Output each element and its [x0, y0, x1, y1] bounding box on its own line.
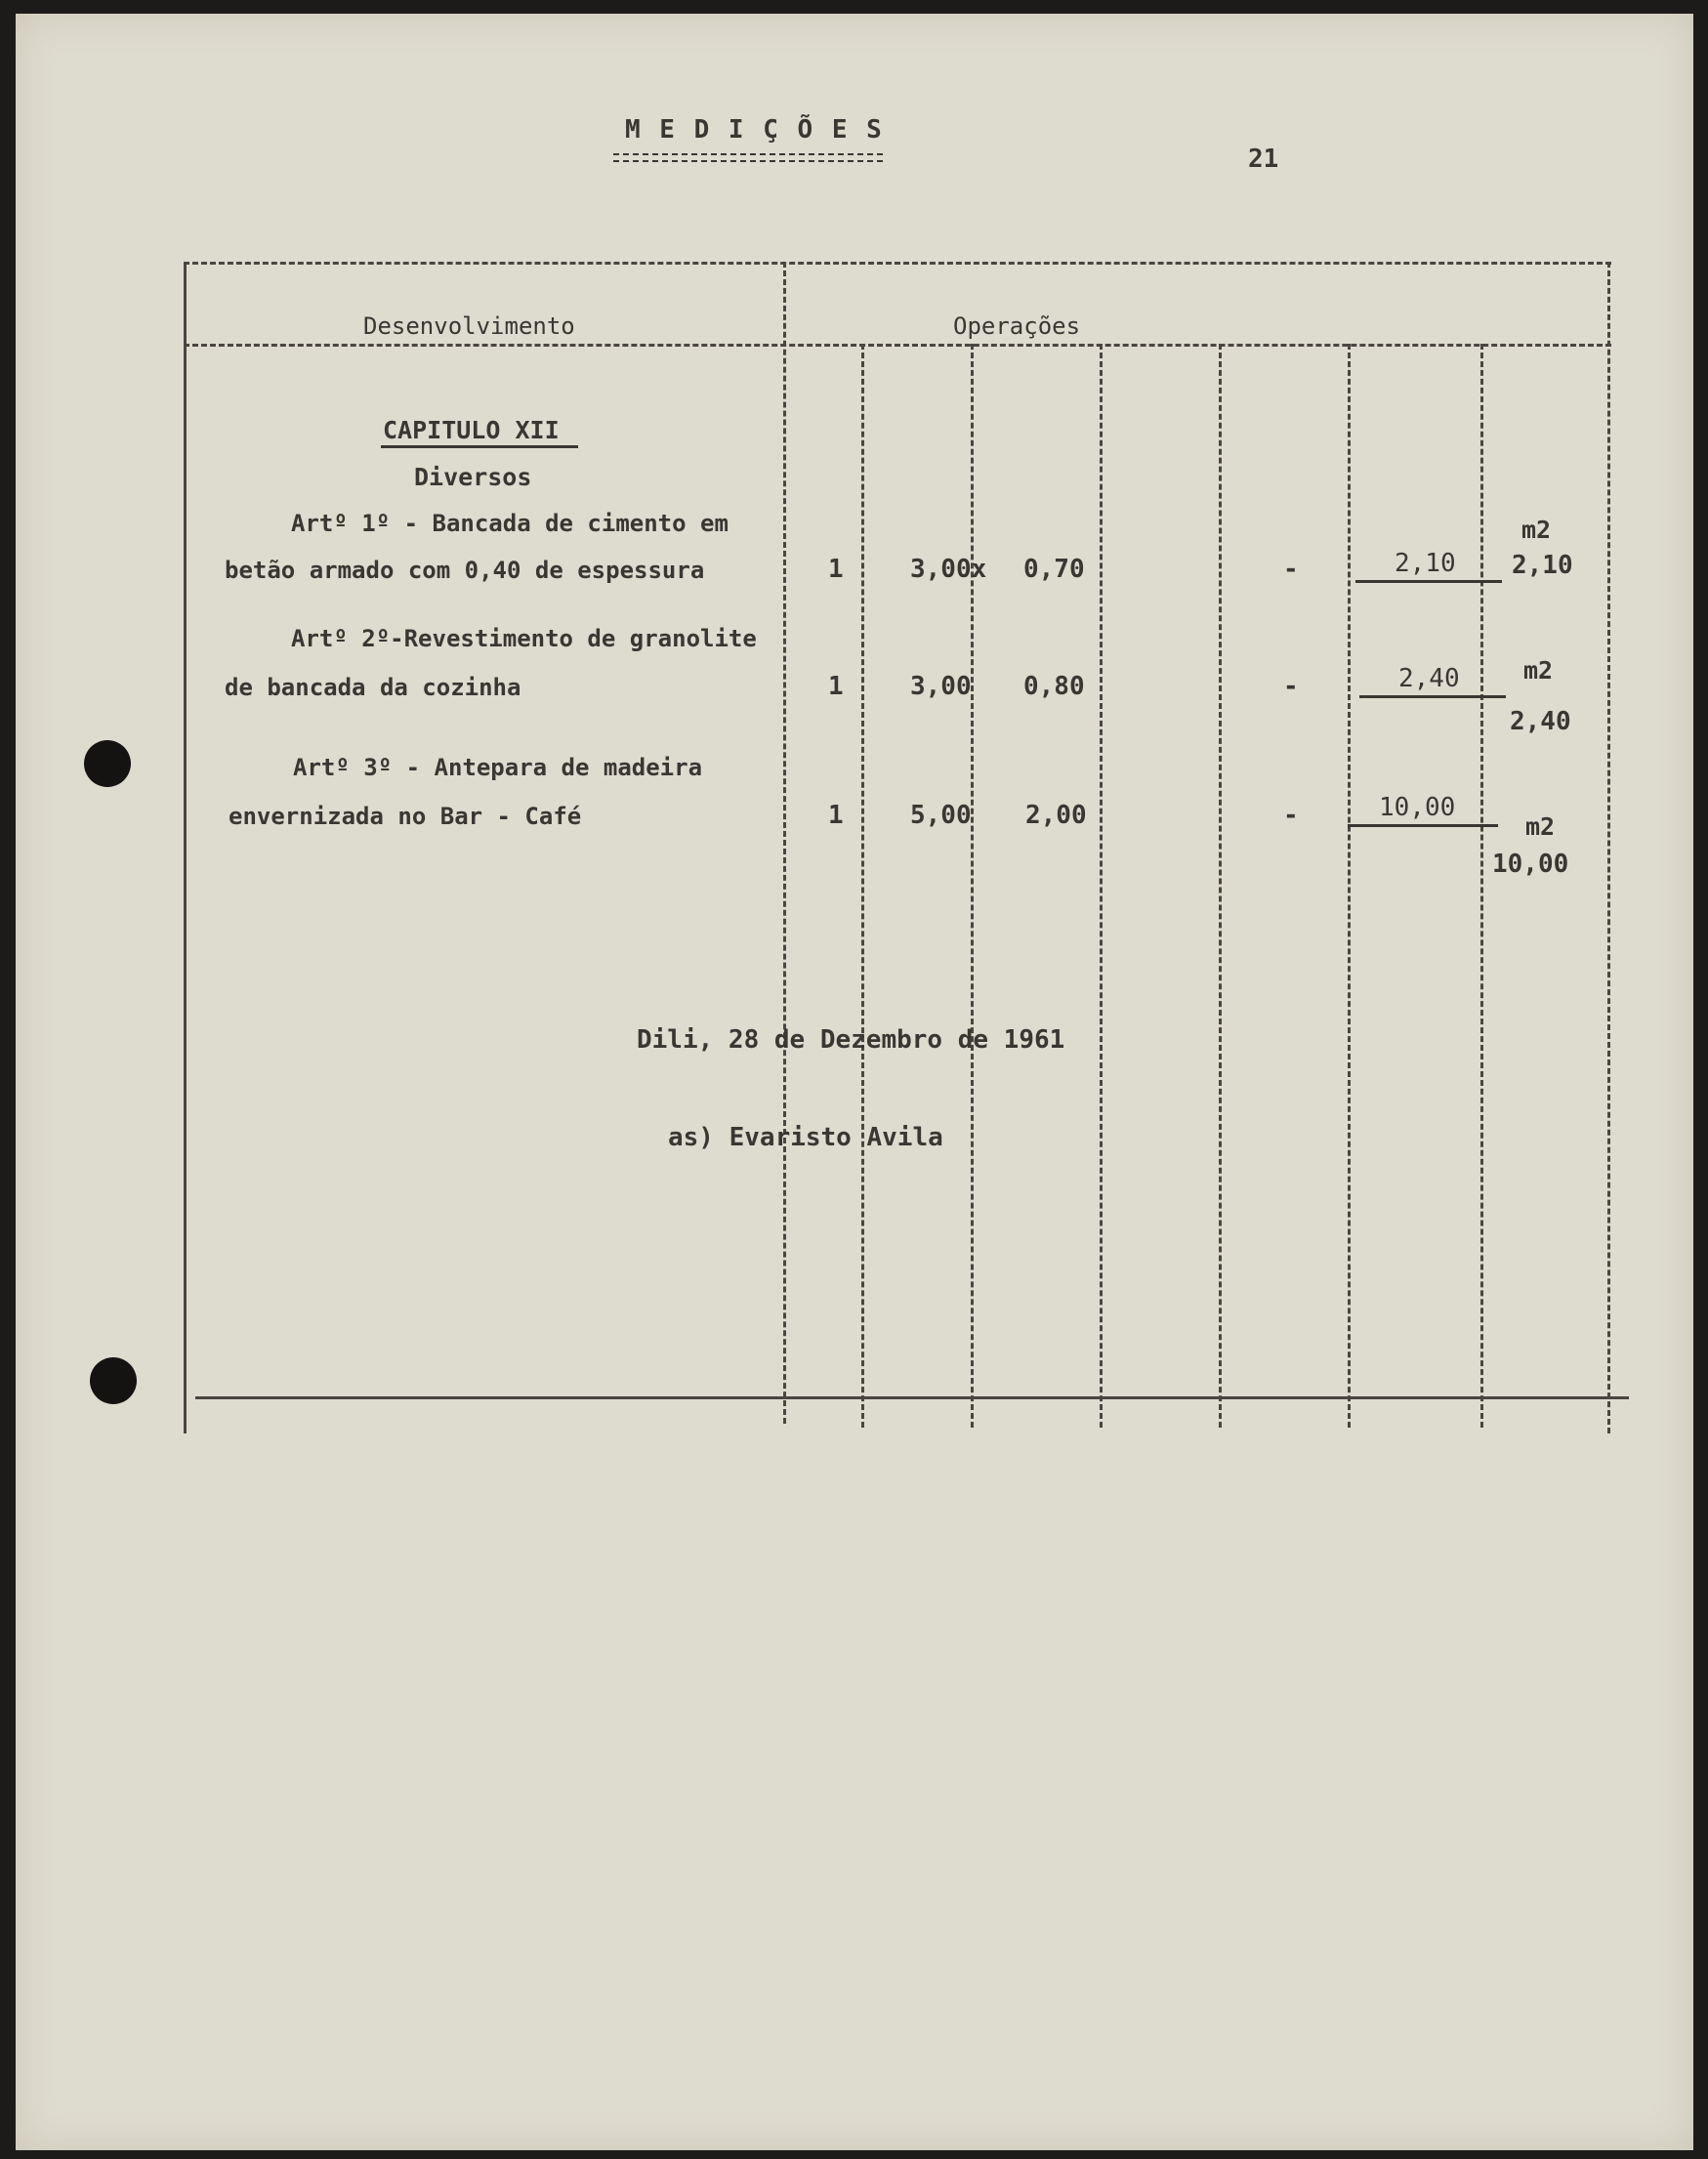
- page-number: 21: [1248, 145, 1279, 174]
- col-divider-main: [783, 262, 786, 1424]
- item-2-qty: 1: [828, 672, 844, 701]
- col-divider-6: [1480, 344, 1483, 1428]
- page-title: M E D I Ç Õ E S: [625, 115, 884, 145]
- title-underline: [613, 153, 883, 155]
- item-3-partial: 10,00: [1379, 793, 1456, 822]
- table-header-border: [184, 344, 1611, 347]
- col-divider-2: [971, 344, 974, 1428]
- item-3-desc-line2: envernizada no Bar - Café: [229, 803, 582, 830]
- col-divider-1: [861, 344, 864, 1428]
- item-2-total: 2,40: [1510, 707, 1571, 736]
- title-underline-2: [613, 160, 883, 162]
- item-3-dash: -: [1283, 801, 1299, 830]
- document-page: [16, 14, 1693, 2150]
- table-bottom-border: [195, 1396, 1629, 1399]
- col-divider-5: [1348, 344, 1351, 1428]
- col-divider-3: [1100, 344, 1103, 1428]
- table-left-border: [184, 262, 187, 1433]
- item-1-dim2: 0,70: [1023, 555, 1085, 584]
- item-2-partial: 2,40: [1398, 664, 1460, 693]
- item-3-desc-line1: Artº 3º - Antepara de madeira: [293, 754, 703, 781]
- item-2-desc-line1: Artº 2º-Revestimento de granolite: [291, 625, 757, 652]
- table-top-border: [184, 262, 1611, 265]
- item-2-partial-underline: [1359, 695, 1506, 698]
- item-2-unit: m2: [1523, 656, 1554, 685]
- column-header-operacoes: Operações: [953, 312, 1081, 340]
- item-3-dim2: 2,00: [1025, 801, 1087, 830]
- chapter-underline: [381, 445, 578, 448]
- item-1-qty: 1: [828, 555, 844, 584]
- col-divider-4: [1219, 344, 1222, 1428]
- signature: as) Evaristo Avila: [668, 1123, 943, 1152]
- item-3-dim1: 5,00: [910, 801, 972, 830]
- item-2-desc-line2: de bancada da cozinha: [225, 674, 521, 701]
- punch-hole-top: [84, 740, 131, 787]
- item-2-dim1: 3,00: [910, 672, 972, 701]
- item-2-dim2: 0,80: [1023, 672, 1085, 701]
- chapter-title: CAPITULO XII: [383, 416, 560, 444]
- item-3-unit: m2: [1525, 812, 1556, 841]
- item-1-desc-line1: Artº 1º - Bancada de cimento em: [291, 510, 729, 537]
- item-1-desc-line2: betão armado com 0,40 de espessura: [225, 557, 705, 584]
- item-3-qty: 1: [828, 801, 844, 830]
- table-right-border: [1607, 262, 1610, 1433]
- item-1-total: 2,10: [1512, 551, 1573, 580]
- punch-hole-bottom: [90, 1357, 137, 1404]
- item-1-unit: m2: [1521, 516, 1552, 544]
- item-1-partial: 2,10: [1395, 549, 1456, 578]
- item-2-dash: -: [1283, 672, 1299, 701]
- chapter-subtitle: Diversos: [414, 463, 532, 491]
- item-1-dim1: 3,00x: [910, 555, 987, 584]
- item-1-partial-underline: [1355, 580, 1502, 583]
- item-3-partial-underline: [1348, 824, 1498, 827]
- item-3-total: 10,00: [1492, 850, 1569, 879]
- place-date: Dili, 28 de Dezembro de 1961: [637, 1025, 1065, 1055]
- item-1-dash: -: [1283, 555, 1299, 584]
- column-header-desenvolvimento: Desenvolvimento: [363, 312, 575, 340]
